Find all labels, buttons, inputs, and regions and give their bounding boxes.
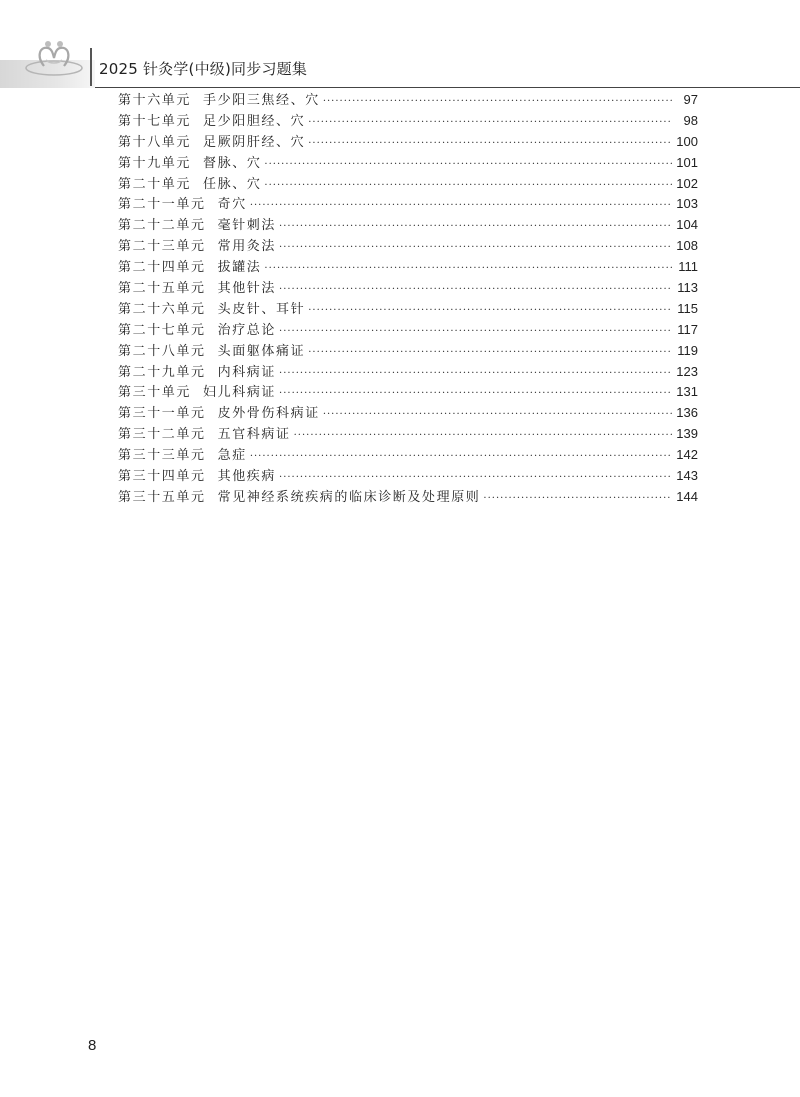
toc-unit-label: 第二十九单元 [118, 364, 206, 380]
toc-unit-label: 第三十四单元 [118, 469, 206, 485]
toc-dot-leader [323, 405, 672, 426]
toc-topic: 手少阳三焦经、穴 [203, 93, 320, 108]
toc-dot-leader [279, 364, 672, 385]
toc-dot-leader [279, 322, 672, 343]
toc-entry[interactable] [118, 299, 698, 320]
toc-page-number: 117 [677, 321, 698, 337]
toc-dot-leader [264, 259, 672, 280]
toc-topic: 其他针法 [217, 281, 277, 297]
toc-page-number: 100 [676, 133, 698, 149]
toc-page-number: 143 [676, 468, 698, 484]
toc-topic: 急症 [217, 448, 247, 464]
toc-unit-label: 第二十五单元 [118, 281, 206, 297]
toc-entry[interactable] [118, 111, 698, 132]
toc-entry[interactable] [118, 257, 698, 278]
toc-unit-label: 第三十三单元 [118, 448, 206, 464]
toc-topic: 拔罐法 [217, 260, 262, 276]
toc-entry[interactable] [118, 362, 698, 383]
toc-unit-label: 第二十六单元 [118, 301, 206, 317]
toc-unit-label: 第二十七单元 [118, 322, 206, 338]
toc-unit-label: 第三十一单元 [118, 406, 206, 422]
toc-dot-leader [323, 92, 672, 113]
toc-topic: 常用灸法 [217, 239, 277, 255]
toc-unit-label: 第十六单元 [118, 93, 192, 108]
toc-entry[interactable] [118, 382, 698, 403]
toc-dot-leader [279, 217, 672, 238]
toc-topic: 治疗总论 [217, 322, 277, 338]
toc-topic: 头皮针、耳针 [217, 301, 306, 317]
toc-page-number: 119 [677, 342, 698, 358]
toc-dot-leader [279, 280, 672, 301]
toc-page-number: 104 [676, 217, 698, 233]
header-divider [90, 48, 92, 86]
toc-dot-leader [264, 176, 672, 197]
toc-dot-leader [308, 343, 672, 364]
toc-entry[interactable] [118, 215, 698, 236]
toc-entry[interactable] [118, 278, 698, 299]
toc-page-number: 97 [683, 92, 698, 107]
toc-dot-leader [279, 384, 672, 405]
toc-page-number: 123 [676, 363, 698, 379]
toc-entry[interactable] [118, 487, 698, 508]
toc-unit-label: 第二十四单元 [118, 260, 206, 276]
toc-dot-leader [250, 447, 672, 468]
toc-topic: 头面躯体痛证 [217, 343, 306, 359]
page-header [0, 38, 800, 90]
toc-entry[interactable] [118, 424, 698, 445]
toc-page-number: 102 [676, 175, 698, 191]
toc-entry[interactable] [118, 132, 698, 153]
toc-topic: 足厥阴肝经、穴 [203, 134, 306, 150]
toc-dot-leader [308, 134, 672, 155]
toc-unit-label: 第三十二单元 [118, 427, 206, 443]
toc-dot-leader [279, 238, 672, 259]
toc-unit-label: 第十七单元 [118, 113, 192, 129]
toc-dot-leader [264, 155, 672, 176]
toc-unit-label: 第二十八单元 [118, 343, 206, 359]
toc-entry[interactable] [118, 153, 698, 174]
toc-unit-label: 第三十五单元 [118, 489, 206, 505]
publisher-logo-icon [22, 38, 86, 78]
toc-page-number: 144 [676, 488, 698, 504]
toc-entry[interactable] [118, 90, 698, 111]
toc-entry[interactable] [118, 320, 698, 341]
toc-entry[interactable] [118, 236, 698, 257]
book-title: 2025 针灸学(中级)同步习题集 [99, 60, 308, 78]
toc-topic: 常见神经系统疾病的临床诊断及处理原则 [217, 489, 481, 505]
toc-page-number: 111 [678, 259, 698, 275]
toc-topic: 任脉、穴 [203, 176, 262, 192]
toc-unit-label: 第三十单元 [118, 385, 192, 401]
toc-unit-label: 第二十单元 [118, 176, 192, 192]
toc-unit-label: 第二十一单元 [118, 197, 206, 213]
toc-topic: 督脉、穴 [203, 155, 262, 171]
table-of-contents [118, 90, 698, 508]
toc-topic: 奇穴 [217, 197, 247, 213]
toc-topic: 妇儿科病证 [203, 385, 277, 401]
toc-page-number: 139 [676, 426, 698, 442]
toc-dot-leader [483, 489, 672, 510]
toc-entry[interactable] [118, 445, 698, 466]
toc-page-number: 108 [676, 238, 698, 254]
toc-entry[interactable] [118, 174, 698, 195]
toc-entry[interactable] [118, 403, 698, 424]
toc-topic: 五官科病证 [217, 427, 291, 443]
header-rule [95, 87, 800, 88]
toc-entry[interactable] [118, 466, 698, 487]
page-number: 8 [88, 1037, 97, 1054]
toc-dot-leader [294, 426, 672, 447]
toc-page-number: 131 [676, 384, 698, 400]
toc-page-number: 142 [676, 447, 698, 463]
toc-entry[interactable] [118, 194, 698, 215]
toc-topic: 其他疾病 [217, 469, 277, 485]
toc-topic: 足少阳胆经、穴 [203, 113, 306, 129]
toc-unit-label: 第二十二单元 [118, 218, 206, 234]
toc-page-number: 136 [676, 405, 698, 421]
toc-topic: 内科病证 [217, 364, 277, 380]
toc-unit-label: 第十九单元 [118, 155, 192, 171]
toc-topic: 皮外骨伤科病证 [217, 406, 320, 422]
toc-dot-leader [250, 196, 672, 217]
toc-dot-leader [308, 301, 672, 322]
toc-unit-label: 第二十三单元 [118, 239, 206, 255]
toc-page-number: 115 [677, 300, 698, 316]
toc-dot-leader [308, 113, 672, 134]
toc-page-number: 103 [676, 196, 698, 212]
toc-dot-leader [279, 468, 672, 489]
toc-unit-label: 第十八单元 [118, 134, 192, 150]
toc-entry[interactable] [118, 341, 698, 362]
toc-page-number: 113 [677, 280, 698, 296]
toc-page-number: 98 [683, 112, 698, 128]
toc-topic: 毫针刺法 [217, 218, 277, 234]
toc-page-number: 101 [676, 154, 698, 170]
